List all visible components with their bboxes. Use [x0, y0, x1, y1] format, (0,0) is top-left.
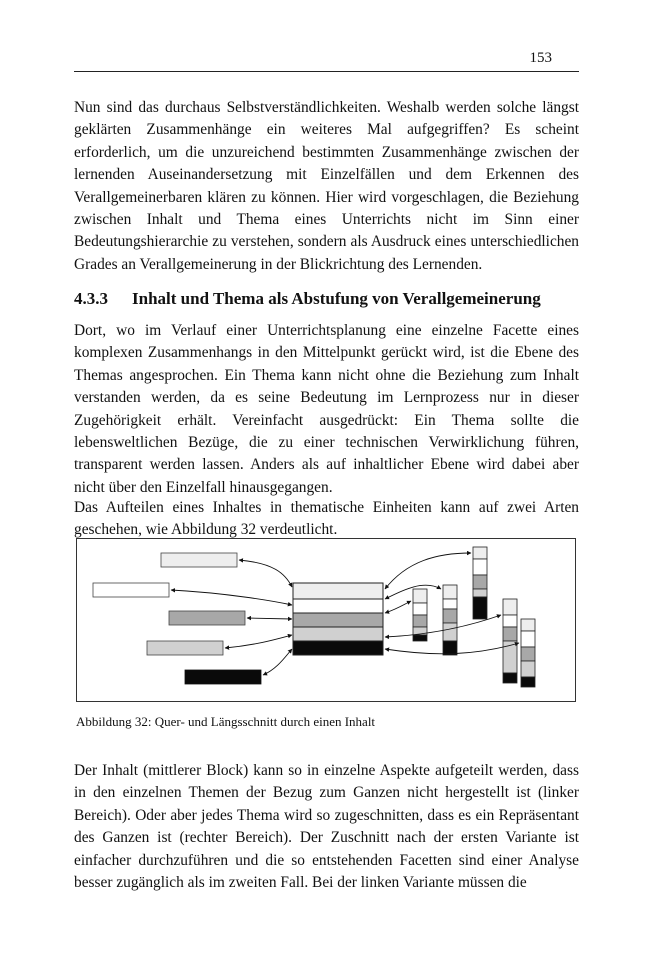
section-title: Inhalt und Thema als Abstufung von Verallgemeinerung: [132, 289, 541, 308]
paragraph-3: Das Aufteilen eines Inhaltes in thematische Einheiten kann auf zwei Arten geschehen, wie Abbildung 32 verdeutlicht.: [74, 499, 579, 539]
left-facet-white: [161, 553, 237, 567]
arrow-left-3: [247, 618, 292, 619]
paragraph-4-container: [74, 760, 579, 894]
header-rule: [74, 71, 579, 72]
content-slice-black: [293, 641, 383, 655]
left-facet-lightgray: [147, 641, 223, 655]
content-slice-light: [293, 583, 383, 599]
arrow-left-4: [225, 635, 292, 648]
arrow-left-1: [239, 560, 292, 587]
arrow-left-5: [263, 649, 292, 675]
arrow-right-1: [385, 553, 471, 589]
figure-diagram: [77, 539, 575, 701]
paragraph-4: Der Inhalt (mittlerer Block) kann so in einzelne Aspekte aufgeteilt werden, dass in den einzelnen Themen der Bezug zum Ganzen nicht hergestellt ist (linker Bereich). Oder aber jedes Thema wird so zugeschnitten, dass es ein Repräsentant des Ganzen ist (rechter Bereich). Der Zuschnitt nach der ersten Variante ist einfacher durchzuführen und die so entstehenden Facetten sind einer Analyse besser zugänglich als im zweiten Fall. Bei der linken Variante müssen die: [74, 762, 579, 892]
content-slice-lightgray: [293, 627, 383, 641]
left-facet-white-2: [93, 583, 169, 597]
section-number: 4.3.3: [74, 289, 108, 308]
arrow-right-3: [385, 601, 411, 613]
left-facet-black: [185, 670, 261, 684]
paragraph-1: Nun sind das durchaus Selbstverständlichkeiten. Weshalb werden solche längst geklärten Zusammenhänge ein weiteres Mal aufgegriffen? Es scheint erforderlich, um die unzureichend bestimmten Zusammenhänge zwischen der lernenden Auseinandersetzung mit Einzelfällen und dem Erkennen des Verallgemeinerbaren klären zu können. Hier wird vorgeschlagen, die Beziehung zwischen Inhalt und Thema eines Unterrichts nicht im Sinn einer Bedeutungshierarchie zu verstehen, sondern als Ausdruck eines unterschiedlichen Grades an Verallgemeinerung in der Blickrichtung des Lernenden.: [74, 99, 579, 273]
arrow-left-2: [171, 590, 292, 605]
figure-32: [76, 538, 576, 702]
content-slice-white: [293, 599, 383, 613]
right-slice-5: [521, 619, 535, 687]
right-slice-3: [473, 547, 487, 619]
left-facet-midgray: [169, 611, 245, 625]
page-number: 153: [529, 50, 552, 66]
right-slice-2: [443, 585, 457, 655]
section-heading: [74, 289, 541, 309]
content-slice-midgray: [293, 613, 383, 627]
right-slice-4: [503, 599, 517, 683]
paragraph-1-container: [74, 97, 579, 276]
content-block: [293, 583, 383, 655]
paragraph-2: Dort, wo im Verlauf einer Unterrichtsplanung eine einzelne Facette eines komplexen Zusammenhangs in den Mittelpunkt gerückt wird, ist die Ebene des Themas angesprochen. Ein Thema kann nicht ohne die Beziehung zum Inhalt verstanden werden, da es seine Bedeutung im Lernprozess nur in dieser Zugehörigkeit erhält. Vereinfacht ausgedrückt: Ein Thema sollte die lebensweltlichen Bezüge, die zu einer technischen Verwirklichung führen, transparent werden lassen. Anders als auf inhaltlicher Ebene wird dabei aber nicht über den Einzelfall hinausgegangen.: [74, 322, 579, 496]
figure-caption: Abbildung 32: Quer- und Längsschnitt durch einen Inhalt: [76, 714, 376, 729]
paragraph-3-container: [74, 497, 579, 542]
paragraph-2-container: [74, 320, 579, 499]
